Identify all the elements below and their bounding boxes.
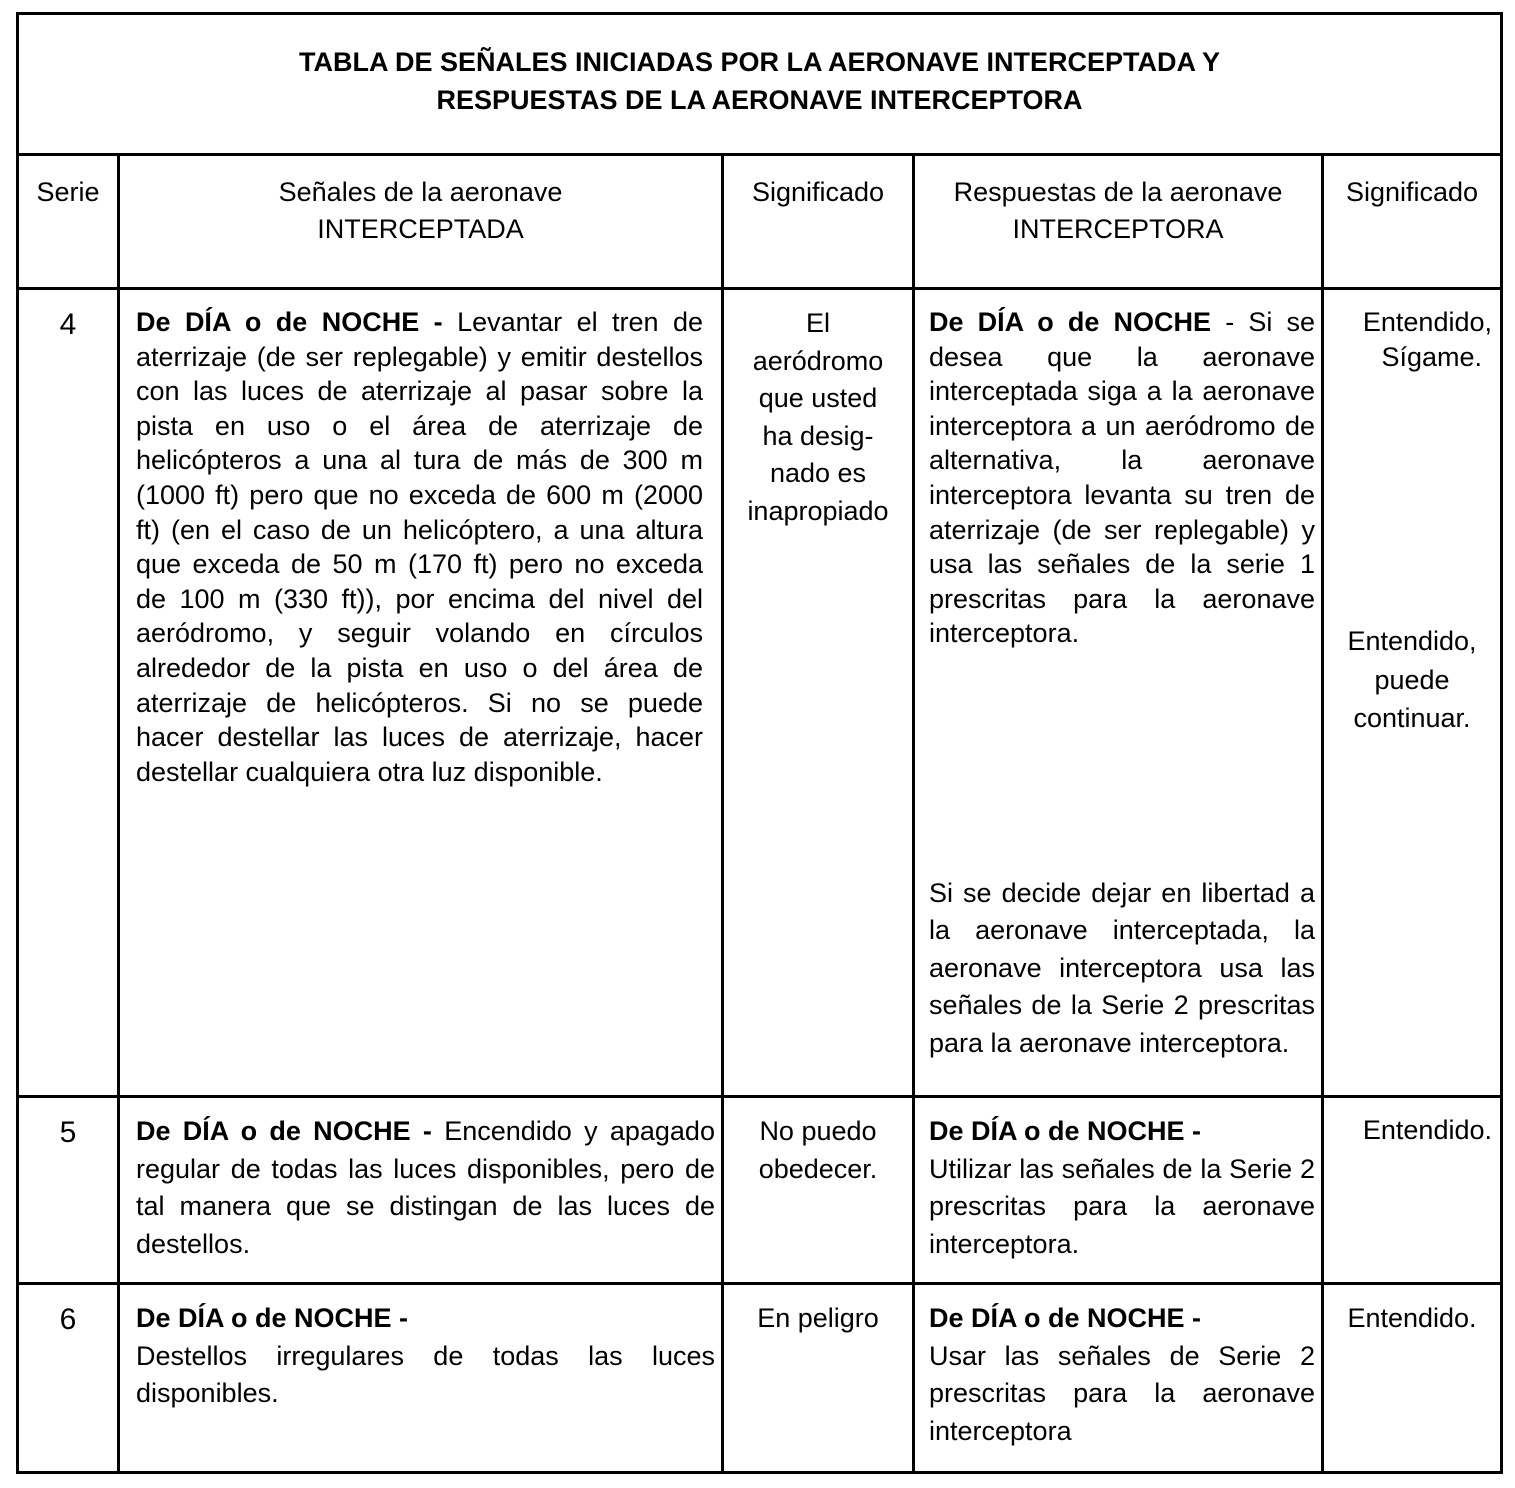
- response-meaning-cell: Entendido.: [1323, 1097, 1502, 1284]
- serie-number: 5: [18, 1097, 119, 1284]
- signals-table: [16, 12, 1503, 1474]
- response-meaning-2: [1332, 622, 1492, 738]
- header-signals-line-2: INTERCEPTADA: [317, 214, 524, 244]
- response-cell: [914, 1284, 1323, 1473]
- meaning-line: que usted: [758, 383, 878, 413]
- signal-bold: De DÍA o de NOCHE -: [136, 1303, 409, 1333]
- signal-bold: De DÍA o de NOCHE -: [136, 1116, 432, 1146]
- meaning-line: obedecer.: [758, 1153, 878, 1184]
- table-row-serie-4: [18, 289, 1502, 1097]
- response-text: Utilizar las señales de la Serie 2 prescritas para la aeronave interceptora.: [929, 1153, 1315, 1259]
- table-row-serie-5: [18, 1097, 1502, 1284]
- signal-cell: [119, 289, 723, 1097]
- response-gap: [929, 651, 1315, 875]
- serie-number: 6: [18, 1284, 119, 1473]
- meaning-line: ha desig-: [762, 420, 874, 451]
- table-title-line-2: RESPUESTAS DE LA AERONAVE INTERCEPTORA: [436, 85, 1083, 115]
- response-text: - Si se desea que la aeronave interceptada siga a la aeronave interceptora a un aeródromo de alternativa, la aeronave interceptora levanta su tren de aterrizaje (de ser replegable) y usa las señales de la serie 1 prescritas para la aeronave interceptora.: [929, 307, 1315, 649]
- header-responses-line-2: INTERCEPTORA: [1012, 214, 1224, 244]
- header-serie: Serie: [18, 155, 119, 289]
- meaning-line: El: [805, 308, 830, 338]
- response-follow: [929, 305, 1315, 651]
- response-bold: [929, 1113, 1315, 1151]
- response-meaning-cell: [1323, 289, 1502, 1097]
- serie-number: 4: [18, 289, 119, 1097]
- header-meaning-2: Significado: [1323, 155, 1502, 289]
- response-text: Usar las señales de Serie 2 prescritas para la aeronave interceptora: [929, 1340, 1315, 1446]
- header-signals: [119, 155, 723, 289]
- meaning-cell: En peligro: [723, 1284, 914, 1473]
- signal-bold: De DÍA o de NOCHE -: [136, 307, 443, 337]
- header-row: [18, 155, 1502, 289]
- table-row-serie-6: [18, 1284, 1502, 1473]
- response-meaning-2-line: continuar.: [1353, 703, 1471, 734]
- header-meaning-1: Significado: [723, 155, 914, 289]
- header-responses: [914, 155, 1323, 289]
- meaning-cell: [723, 1097, 914, 1284]
- response-meaning-2-line: puede: [1374, 664, 1450, 695]
- meaning-line: No puedo: [759, 1116, 877, 1146]
- signal-cell: [119, 1097, 723, 1284]
- response-bold-text: De DÍA o de NOCHE -: [929, 1116, 1202, 1146]
- response-bold: [929, 1300, 1315, 1338]
- header-signals-line-1: Señales de la aeronave: [278, 177, 563, 207]
- response-meaning-line: Entendido,: [1362, 307, 1492, 337]
- meaning-line: nado es: [769, 458, 867, 488]
- header-responses-line-1: Respuestas de la aeronave: [953, 177, 1283, 207]
- response-cell: [914, 1097, 1323, 1284]
- table-title-line-1: TABLA DE SEÑALES INICIADAS POR LA AERONAVE INTERCEPTADA Y: [298, 47, 1221, 77]
- meaning-line: aeródromo: [752, 345, 884, 376]
- signal-text: Encendido y apagado regular de todas las luces disponibles, pero de tal manera que se distingan de las luces de destellos.: [136, 1116, 715, 1259]
- meaning-cell: [723, 289, 914, 1097]
- response-meaning-cell: Entendido.: [1323, 1284, 1502, 1473]
- response-meaning-2-line: Entendido,: [1347, 626, 1477, 657]
- response-bold: De DÍA o de NOCHE: [929, 307, 1212, 337]
- title-row: [18, 14, 1502, 155]
- table-title: [18, 14, 1502, 155]
- response-bold-text: De DÍA o de NOCHE -: [929, 1303, 1202, 1333]
- response-meaning-line: Sígame.: [1381, 341, 1482, 372]
- signal-text: Levantar el tren de aterrizaje (de ser replegable) y emitir destellos con las luces de aterrizaje al pasar sobre la pista en uso o el área de aterrizaje de helicópteros a una al tura de más de 300 m (1000 ft) pero que no exceda de 600 m (2000 ft) (en el caso de un helicóptero, a una altura que exceda de 50 m (170 ft) pero no exceda de 100 m (330 ft)), por encima del nivel del aeródromo, y seguir volando en círculos alrededor de la pista en uso o del área de aterrizaje de helicópteros. Si no se puede hacer destellar las luces de aterrizaje, hacer destellar cualquiera otra luz disponible.: [136, 307, 703, 787]
- meaning-line: inapropiado: [747, 495, 889, 526]
- signal-cell: [119, 1284, 723, 1473]
- response-release: Si se decide dejar en libertad a la aeronave interceptada, la aeronave interceptora usa las señales de la Serie 2 prescritas para la aeronave interceptora.: [929, 877, 1315, 1058]
- signal-text: Destellos irregulares de todas las luces disponibles.: [136, 1340, 715, 1408]
- response-cell: [914, 289, 1323, 1097]
